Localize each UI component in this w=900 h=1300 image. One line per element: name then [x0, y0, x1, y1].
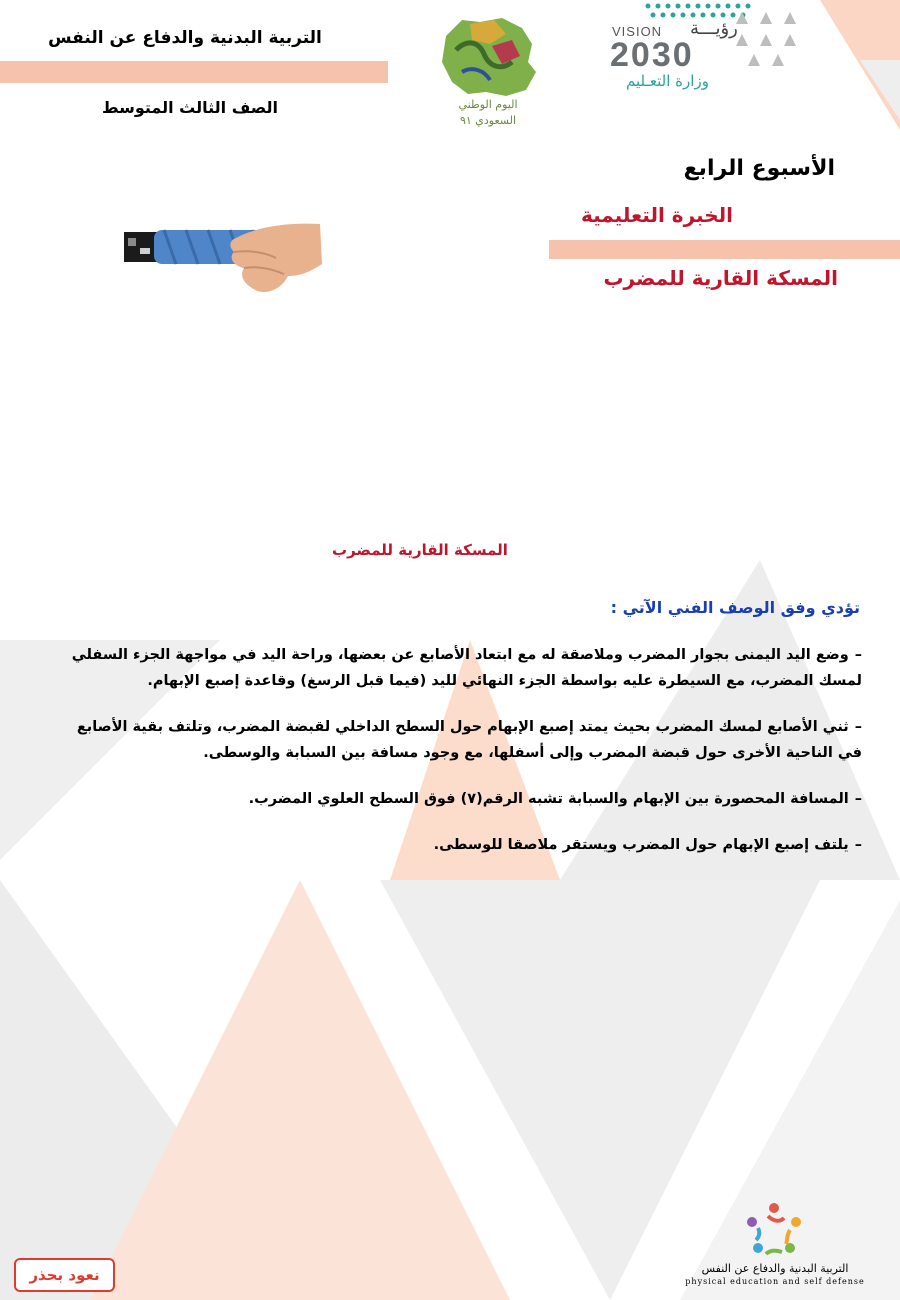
national-day-text: اليوم الوطني [458, 98, 518, 111]
footer-subject: التربية البدنية والدفاع عن النفس [701, 1262, 849, 1275]
ministry-name: وزارة التعـليم [626, 72, 709, 90]
decorative-triangles [730, 6, 800, 66]
list-item: –وضع اليد اليمنى بجوار المضرب وملاصقة له مع ابتعاد الأصابع عن بعضها، وراحة اليد في مواجهة الجزء السفلي لمسك المضرب، مع السيطرة عليه بواسطة الجزء النهائي لليد (فيما قبل الرسغ) وقاعدة إصبع الإبهام. [71, 647, 862, 689]
brand-badge: نعود بحذر [14, 1258, 115, 1292]
vision-year: 2030 [610, 36, 694, 74]
week-title: الأسبوع الرابع [683, 156, 835, 181]
people-circle-logo [742, 1200, 806, 1260]
header-bar-left [0, 61, 388, 83]
list-item: –ثني الأصابع لمسك المضرب بحيث يمتد إصبع الإبهام حول السطح الداخلي لقبضة المضرب، وتلتف بقية الأصابع في الناحية الأخرى حول قبضة المضرب وإلى أسفلها، مع وجود مسافة بين السبابة والوسطى. [76, 719, 862, 761]
subject-title: التربية البدنية والدفاع عن النفس [48, 28, 322, 48]
header-bar-right [549, 240, 900, 259]
list-item: –يلتف إصبع الإبهام حول المضرب ويستقر ملاصقا للوسطى. [433, 837, 862, 853]
learning-experience-title: الخبرة التعليمية [580, 203, 733, 227]
intro-text: تؤدي وفق الوصف الفني الآتي : [610, 598, 860, 617]
grade-title: الصف الثالث المتوسط [101, 98, 279, 117]
lesson-title: المسكة القارية للمضرب [603, 266, 838, 290]
national-day-number: السعودي ٩١ [459, 114, 517, 127]
description-list [52, 642, 862, 878]
list-item: –المسافة المحصورة بين الإبهام والسبابة تشبه الرقم(٧) فوق السطح العلوي المضرب. [248, 791, 862, 807]
racket-grip-image [124, 220, 324, 298]
vision-word: VISION [612, 24, 663, 39]
vision-arabic: رؤيـــة [690, 18, 738, 39]
figure-caption: المسكة القارية للمضرب [332, 541, 508, 559]
footer-subject-english: physical education and self defense [685, 1277, 865, 1286]
